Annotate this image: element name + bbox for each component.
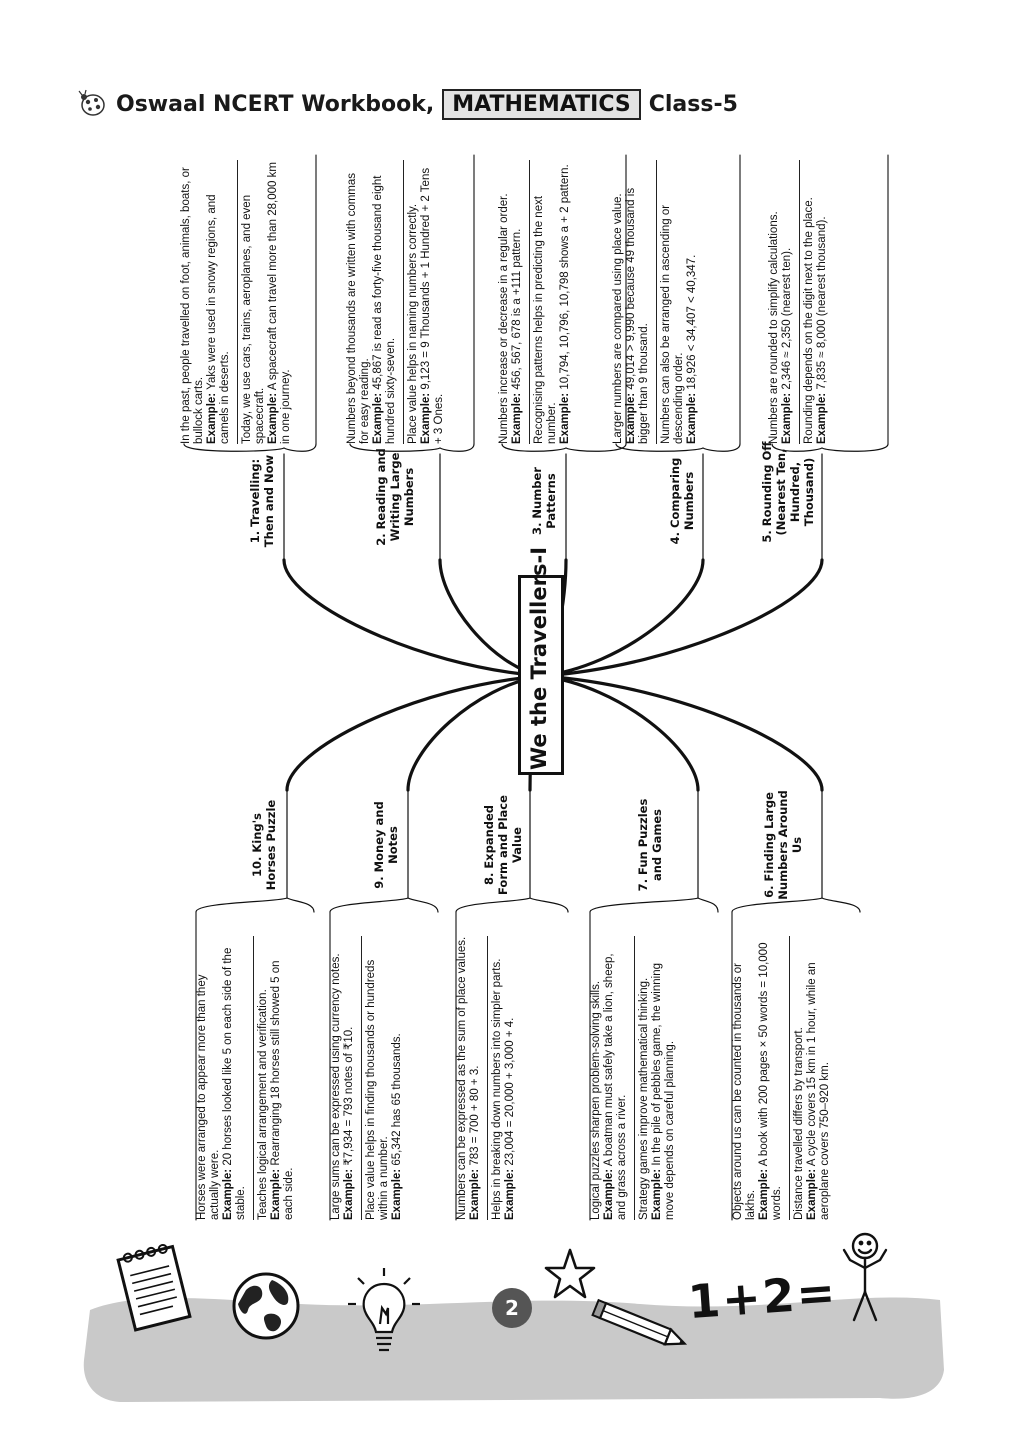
connector-line — [542, 676, 698, 790]
topic-title: 8. Expanded Form and Place Value — [482, 795, 524, 895]
topic-label — [482, 790, 524, 900]
topic-label — [530, 446, 558, 556]
page-number: 2 — [505, 1296, 519, 1320]
note-example: A book with 200 pages × 50 words = 10,000 words. — [758, 942, 783, 1220]
connector-line — [440, 444, 474, 451]
example-label: Example: — [372, 392, 384, 444]
note-item — [361, 936, 404, 1220]
publisher-title: Oswaal NCERT Workbook, — [116, 91, 435, 117]
example-label: Example: — [651, 1168, 663, 1220]
topic-title: 5. Rounding Off (Nearest Ten, Hundred, Thousand) — [760, 441, 816, 543]
class-label: Class-5 — [648, 91, 738, 117]
note-item — [253, 936, 296, 1220]
note-example: A boatman must safely take a lion, sheep, and grass across a river. — [603, 953, 628, 1220]
topic-title: 3. Number Patterns — [530, 467, 558, 535]
note-item — [180, 160, 232, 444]
note-text: Strategy games improve mathematical thinking. — [638, 977, 650, 1220]
note-example: 7,835 ≈ 8,000 (nearest thousand). — [816, 216, 828, 393]
topic-label — [762, 790, 804, 900]
example-label: Example: — [781, 392, 793, 444]
note-item — [612, 160, 651, 444]
note-item — [456, 936, 482, 1220]
note-example: A cycle covers 15 km in 1 hour, while an aeroplane covers 750–920 km. — [806, 962, 831, 1220]
connector-line — [590, 898, 698, 912]
example-label: Example: — [686, 392, 698, 444]
note-item — [529, 160, 572, 444]
example-label: Example: — [559, 392, 571, 444]
connector-line — [287, 676, 542, 790]
connector-line — [542, 676, 822, 790]
example-label: Example: — [806, 1168, 818, 1220]
note-item — [768, 160, 794, 444]
note-text: In the past, people travelled on foot, animals, boats, or bullock carts. — [180, 167, 205, 444]
connector-line — [284, 444, 316, 451]
note-example: 2,346 ≈ 2,350 (nearest ten). — [781, 247, 793, 393]
connector-line — [287, 898, 314, 912]
topic-label — [374, 438, 416, 556]
topic-title: 4. Comparing Numbers — [668, 457, 696, 545]
note-item — [590, 936, 629, 1220]
example-label: Example: — [343, 1168, 355, 1220]
example-label: Example: — [816, 392, 828, 444]
stick-figure-icon — [830, 1228, 900, 1328]
note-item — [789, 936, 832, 1220]
topic-title: 10. King's Horses Puzzle — [250, 799, 278, 891]
pencil-icon — [586, 1296, 696, 1356]
topic-notes — [456, 936, 568, 1220]
note-item — [403, 160, 446, 444]
topic-title: 1. Travelling: Then and Now — [248, 454, 276, 548]
note-item — [634, 936, 677, 1220]
connector-line — [542, 560, 822, 676]
topic-title: 7. Fun Puzzles and Games — [636, 798, 664, 892]
note-example: ₹7,934 = 793 notes of ₹10. — [343, 1026, 355, 1169]
topic-title: 9. Money and Notes — [372, 801, 400, 889]
topic-notes — [330, 936, 438, 1220]
connector-line — [408, 898, 438, 912]
example-label: Example: — [267, 392, 279, 444]
topic-notes — [346, 160, 474, 444]
example-label: Example: — [758, 1168, 770, 1220]
note-text: Logical puzzles sharpen problem-solving skills. — [590, 980, 602, 1220]
topic-label — [668, 446, 696, 556]
connector-line — [330, 898, 408, 912]
note-item — [237, 160, 293, 444]
page-number-badge — [492, 1288, 532, 1328]
note-text: Place value helps in finding thousands or hundreds within a number. — [365, 959, 390, 1220]
topic-title: 2. Reading and Writing Large Numbers — [374, 448, 416, 546]
note-example: 10,794, 10,796, 10,798 shows a + 2 pattern. — [559, 164, 571, 393]
topic-title: 6. Finding Large Numbers Around Us — [762, 790, 804, 900]
topic-notes — [196, 936, 314, 1220]
topic-notes — [768, 160, 888, 444]
note-text: Larger numbers are compared using place value. — [612, 193, 624, 444]
connector-line — [698, 898, 718, 912]
note-item — [799, 160, 829, 444]
topic-notes — [612, 160, 740, 444]
example-label: Example: — [603, 1168, 615, 1220]
note-item — [487, 936, 517, 1220]
example-label: Example: — [420, 392, 432, 444]
example-label: Example: — [504, 1168, 516, 1220]
connector-line — [822, 444, 888, 451]
example-label: Example: — [625, 392, 637, 444]
connector-line — [732, 898, 822, 912]
example-label: Example: — [469, 1168, 481, 1220]
example-label: Example: — [511, 392, 523, 444]
note-example: 45,867 is read as forty-five thousand eight hundred sixty-seven. — [372, 175, 397, 444]
note-text: Horses were arranged to appear more than they actually were. — [196, 974, 221, 1220]
topic-label — [760, 428, 816, 556]
note-example: 65,342 has 65 thousands. — [391, 1033, 403, 1169]
note-example: Rearranging 18 horses still showed 5 on each side. — [270, 960, 295, 1220]
topic-notes — [732, 936, 860, 1220]
note-example: In the pile of pebbles game, the winning move depends on careful planning. — [651, 962, 676, 1220]
topic-label — [372, 790, 400, 900]
math-doodle: 1+2= — [686, 1264, 839, 1330]
topic-notes — [498, 160, 626, 444]
globe-icon — [228, 1268, 304, 1344]
example-label: Example: — [206, 392, 218, 444]
center-title-box — [518, 546, 564, 775]
note-text: Numbers can be expressed as the sum of place values. — [456, 936, 468, 1220]
note-text: Objects around us can be counted in thousands or lakhs. — [732, 962, 757, 1220]
note-text: Place value helps in naming numbers correctly. — [407, 203, 419, 444]
center-title: We the Travellers-I — [527, 546, 551, 770]
note-text: Numbers increase or decrease in a regular order. — [498, 193, 510, 444]
topic-label — [636, 790, 664, 900]
topic-label — [248, 446, 276, 556]
connector-line — [456, 898, 530, 912]
note-example: 18,926 < 34,407 < 40,347. — [686, 254, 698, 393]
note-text: Recognising patterns helps in predicting the next number. — [533, 195, 558, 444]
example-label: Example: — [391, 1168, 403, 1220]
note-text: Helps in breaking down numbers into simpler parts. — [491, 958, 503, 1220]
note-example: 23,004 = 20,000 + 3,000 + 4. — [504, 1017, 516, 1169]
note-example: 783 = 700 + 80 + 3. — [469, 1065, 481, 1169]
note-text: Numbers beyond thousands are written with commas for easy reading. — [346, 172, 371, 444]
topic-notes — [180, 160, 316, 444]
example-label: Example: — [270, 1168, 282, 1220]
note-item — [330, 936, 356, 1220]
note-example: 9,123 = 9 Thousands + 1 Hundred + 2 Tens + 3 Ones. — [420, 167, 445, 444]
note-text: Teaches logical arrangement and verification. — [257, 989, 269, 1220]
subject-label: MATHEMATICS — [442, 89, 640, 120]
connector-line — [196, 898, 287, 912]
note-item — [196, 936, 248, 1220]
note-example: A spacecraft can travel more than 28,000 km in one journey. — [267, 162, 292, 444]
note-item — [346, 160, 398, 444]
note-item — [656, 160, 699, 444]
note-text: Numbers are rounded to simplify calculations. — [768, 211, 780, 444]
note-example: 49,014 > 9,990 because 49 thousand is bigger than 9 thousand. — [625, 187, 650, 444]
topic-label — [250, 790, 278, 900]
note-example: 456, 567, 678 is a +111 pattern. — [511, 228, 523, 393]
note-text: Numbers can also be arranged in ascending or descending order. — [660, 204, 685, 444]
topic-notes — [590, 936, 718, 1220]
lightbulb-icon — [344, 1264, 424, 1364]
star-icon — [542, 1246, 598, 1302]
note-example: Yaks were used in snowy regions, and camels in deserts. — [206, 194, 231, 444]
connector-line — [822, 898, 860, 912]
note-text: Large sums can be expressed using currency notes. — [330, 953, 342, 1220]
note-item — [732, 936, 784, 1220]
connector-line — [530, 898, 568, 912]
note-item — [498, 160, 524, 444]
notepad-icon — [112, 1240, 198, 1336]
note-text: Today, we use cars, trains, aeroplanes, and even spacecraft. — [241, 194, 266, 444]
connector-line — [703, 444, 740, 451]
note-text: Distance travelled differs by transport. — [793, 1027, 805, 1220]
example-label: Example: — [222, 1168, 234, 1220]
note-example: 20 horses looked like 5 on each side of the stable. — [222, 947, 247, 1220]
note-text: Rounding depends on the digit next to the place. — [803, 197, 815, 444]
